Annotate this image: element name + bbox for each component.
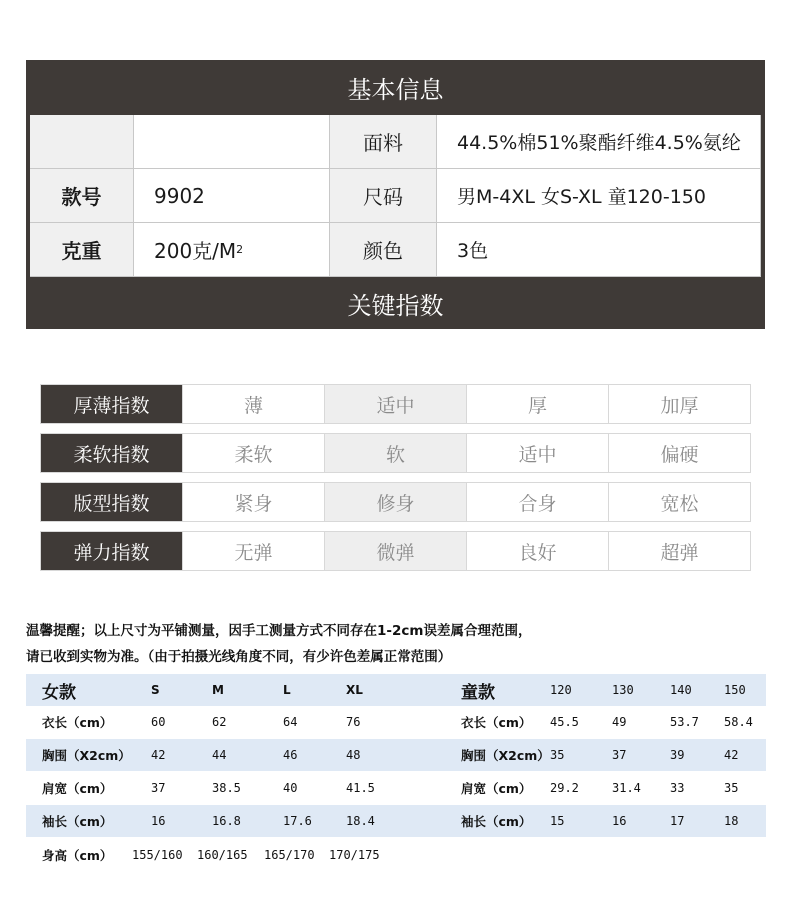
index-option: 厚 bbox=[466, 385, 608, 423]
weight-label: 克重 bbox=[30, 223, 134, 277]
index-option-selected: 适中 bbox=[324, 385, 466, 423]
basic-info-title: 基本信息 bbox=[347, 76, 444, 104]
women-measure-label: 袖长（cm） bbox=[42, 814, 113, 829]
size-table-row bbox=[26, 772, 766, 804]
kids-measure-value: 35 bbox=[724, 781, 739, 795]
women-size-header: S bbox=[151, 683, 160, 697]
size-table-row bbox=[26, 706, 766, 738]
women-measure-label: 肩宽（cm） bbox=[42, 781, 113, 796]
women-measure-value: 160/165 bbox=[197, 848, 248, 862]
kids-measure-value: 39 bbox=[670, 748, 685, 762]
index-option: 加厚 bbox=[608, 385, 750, 423]
kids-measure-label: 衣长（cm） bbox=[461, 715, 532, 730]
kids-measure-label: 胸围（X2cm） bbox=[461, 748, 550, 763]
kids-measure-value: 18 bbox=[724, 814, 739, 828]
kids-measure-label: 袖长（cm） bbox=[461, 814, 532, 829]
kids-measure-value: 33 bbox=[670, 781, 685, 795]
women-title: 女款 bbox=[42, 682, 76, 703]
kids-measure-value: 42 bbox=[724, 748, 739, 762]
basic-info-label bbox=[30, 115, 134, 169]
women-measure-value: 46 bbox=[283, 748, 298, 762]
fabric-label: 面料 bbox=[330, 115, 437, 169]
women-measure-value: 44 bbox=[212, 748, 227, 762]
key-index-title: 关键指数 bbox=[347, 291, 444, 320]
size-table-row bbox=[26, 839, 766, 871]
index-row bbox=[40, 384, 751, 424]
kids-measure-value: 31.4 bbox=[612, 781, 641, 795]
women-measure-value: 76 bbox=[346, 715, 361, 729]
women-measure-value: 62 bbox=[212, 715, 227, 729]
women-measure-value: 155/160 bbox=[132, 848, 183, 862]
index-option: 薄 bbox=[182, 385, 324, 423]
color-value: 3色 bbox=[437, 223, 761, 277]
index-option-selected: 软 bbox=[324, 434, 466, 472]
index-row-name: 柔软指数 bbox=[41, 434, 182, 472]
index-row bbox=[40, 482, 751, 522]
index-row-name: 弹力指数 bbox=[41, 532, 182, 570]
index-row-name: 厚薄指数 bbox=[41, 385, 182, 423]
women-measure-value: 38.5 bbox=[212, 781, 241, 795]
women-measure-value: 18.4 bbox=[346, 814, 375, 828]
women-measure-value: 165/170 bbox=[264, 848, 315, 862]
index-option-selected: 微弹 bbox=[324, 532, 466, 570]
women-measure-value: 41.5 bbox=[346, 781, 375, 795]
style-no-value: 9902 bbox=[134, 169, 330, 223]
basic-info-table bbox=[26, 60, 765, 329]
women-measure-value: 48 bbox=[346, 748, 361, 762]
kids-measure-value: 37 bbox=[612, 748, 627, 762]
index-option: 偏硬 bbox=[608, 434, 750, 472]
women-measure-value: 170/175 bbox=[329, 848, 380, 862]
women-measure-value: 17.6 bbox=[283, 814, 312, 828]
index-option: 紧身 bbox=[182, 483, 324, 521]
women-size-header: L bbox=[283, 683, 291, 697]
kids-measure-value: 17 bbox=[670, 814, 685, 828]
kids-measure-value: 15 bbox=[550, 814, 565, 828]
index-row bbox=[40, 433, 751, 473]
women-size-header: M bbox=[212, 683, 224, 697]
kids-size-header: 120 bbox=[550, 683, 572, 697]
index-row-name: 版型指数 bbox=[41, 483, 182, 521]
women-measure-value: 42 bbox=[151, 748, 166, 762]
basic-info-value bbox=[134, 115, 330, 169]
index-option: 合身 bbox=[466, 483, 608, 521]
women-measure-label: 胸围（X2cm） bbox=[42, 748, 131, 763]
color-label: 颜色 bbox=[330, 223, 437, 277]
note-line-2: 请已收到实物为准。（由于拍摄光线角度不同，有少许色差属正常范围） bbox=[26, 649, 452, 665]
women-measure-label: 衣长（cm） bbox=[42, 715, 113, 730]
women-measure-value: 40 bbox=[283, 781, 298, 795]
index-option: 良好 bbox=[466, 532, 608, 570]
style-no-label: 款号 bbox=[30, 169, 134, 223]
size-table-row bbox=[26, 805, 766, 837]
kids-measure-value: 16 bbox=[612, 814, 627, 828]
women-measure-value: 60 bbox=[151, 715, 166, 729]
kids-measure-value: 29.2 bbox=[550, 781, 579, 795]
kids-title: 童款 bbox=[461, 682, 495, 703]
index-option: 柔软 bbox=[182, 434, 324, 472]
kids-measure-label: 肩宽（cm） bbox=[461, 781, 532, 796]
size-table-header bbox=[26, 674, 766, 706]
kids-measure-value: 58.4 bbox=[724, 715, 753, 729]
basic-info-grid bbox=[30, 115, 761, 277]
fabric-value: 44.5%棉51%聚酯纤维4.5%氨纶 bbox=[437, 115, 761, 169]
index-option-selected: 修身 bbox=[324, 483, 466, 521]
women-measure-value: 16 bbox=[151, 814, 166, 828]
women-measure-value: 37 bbox=[151, 781, 166, 795]
index-option: 无弹 bbox=[182, 532, 324, 570]
kids-measure-value: 45.5 bbox=[550, 715, 579, 729]
index-option: 宽松 bbox=[608, 483, 750, 521]
size-range-label: 尺码 bbox=[330, 169, 437, 223]
index-option: 超弹 bbox=[608, 532, 750, 570]
index-option: 适中 bbox=[466, 434, 608, 472]
index-row bbox=[40, 531, 751, 571]
size-range-value: 男M-4XL 女S-XL 童120-150 bbox=[437, 169, 761, 223]
size-table-row bbox=[26, 739, 766, 771]
kids-size-header: 140 bbox=[670, 683, 692, 697]
women-measure-value: 16.8 bbox=[212, 814, 241, 828]
kids-size-header: 150 bbox=[724, 683, 746, 697]
women-measure-label: 身高（cm） bbox=[42, 848, 113, 863]
kids-measure-value: 35 bbox=[550, 748, 565, 762]
women-size-header: XL bbox=[346, 683, 363, 697]
kids-size-header: 130 bbox=[612, 683, 634, 697]
weight-value-text: 200克/M bbox=[154, 239, 237, 263]
kids-measure-value: 53.7 bbox=[670, 715, 699, 729]
weight-value: 200克/M 2 bbox=[134, 223, 330, 277]
women-measure-value: 64 bbox=[283, 715, 298, 729]
note-line-1: 温馨提醒；以上尺寸为平铺测量，因手工测量方式不同存在1-2cm误差属合理范围， bbox=[26, 623, 532, 639]
kids-measure-value: 49 bbox=[612, 715, 627, 729]
